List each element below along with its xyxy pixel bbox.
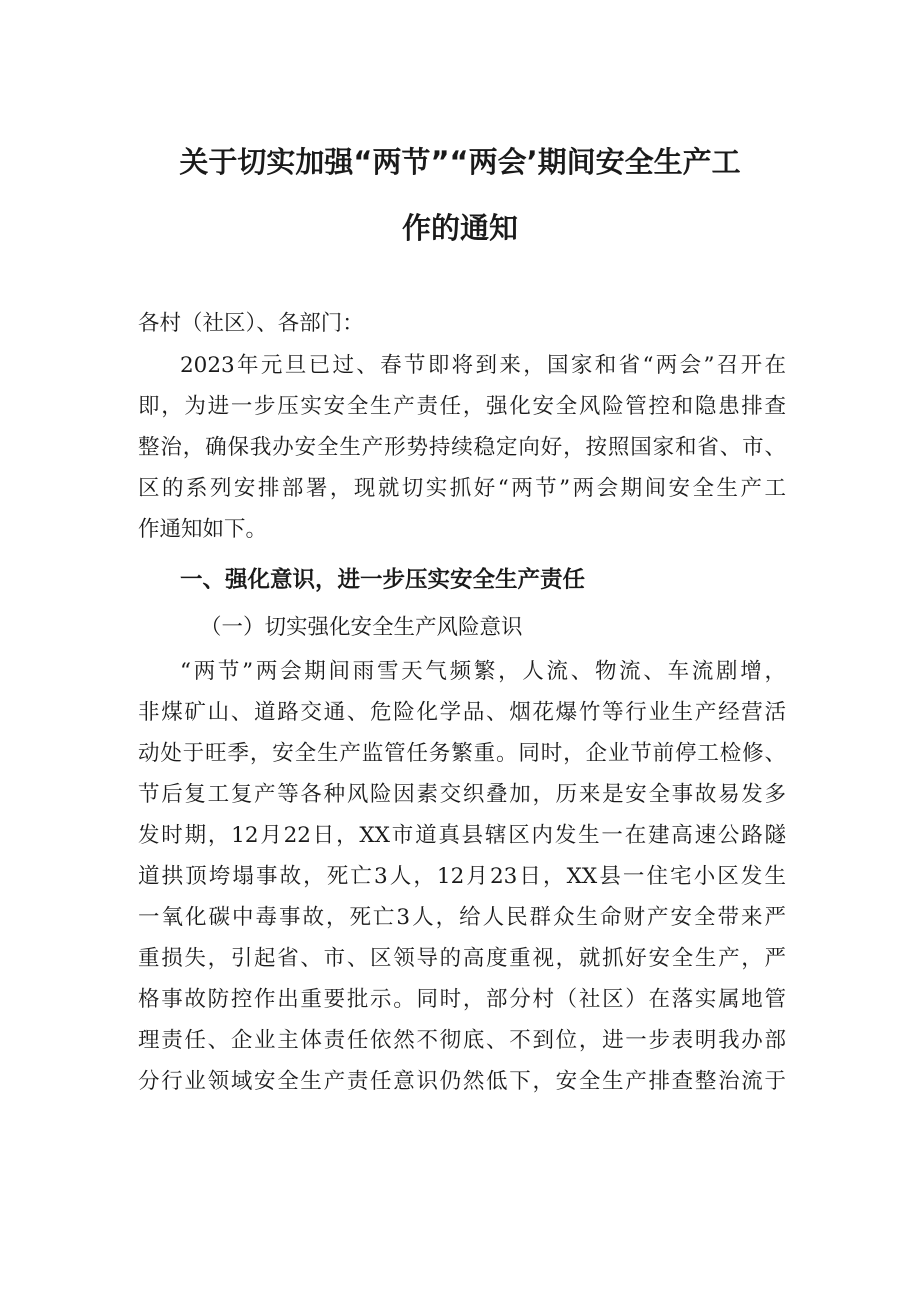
paragraph-line: 非煤矿山、道路交通、危险化学品、烟花爆竹等行业生产经营活 <box>138 700 786 725</box>
document-title-line-2: 作的通知 <box>401 211 518 245</box>
paragraph-line: 一氧化碳中毒事故，死亡3人，给人民群众生命财产安全带来严 <box>138 905 786 930</box>
paragraph-line: 重损失，引起省、市、区领导的高度重视，就抓好安全生产，严 <box>138 946 786 971</box>
paragraph-line: “两节”两会期间雨雪天气频繁，人流、物流、车流剧增， <box>180 659 786 684</box>
paragraph-line: 区的系列安排部署，现就切实抓好“两节”两会期间安全生产工 <box>138 476 786 501</box>
salutation: 各村（社区）、各部门： <box>138 311 364 336</box>
paragraph-line: 格事故防控作出重要批示。同时，部分村（社区）在落实属地管 <box>138 987 786 1012</box>
paragraph-line: 理责任、企业主体责任依然不彻底、不到位，进一步表明我办部 <box>138 1028 786 1053</box>
paragraph-line: 节后复工复产等各种风险因素交织叠加，历来是安全事故易发多 <box>138 782 786 807</box>
section-heading: 一、强化意识，进一步压实安全生产责任 <box>180 567 586 593</box>
paragraph-line: 道拱顶垮塌事故，死亡3人，12月23日，XX县一住宅小区发生 <box>138 864 786 889</box>
paragraph-line: 整治，确保我办安全生产形势持续稳定向好，按照国家和省、市、 <box>138 435 786 460</box>
subsection-heading: （一）切实强化安全生产风险意识 <box>200 615 523 640</box>
paragraph-line: 作通知如下。 <box>138 517 268 542</box>
paragraph-line: 发时期，12月22日，XX市道真县辖区内发生一在建高速公路隧 <box>138 823 786 848</box>
paragraph-line: 2023年元旦已过、春节即将到来，国家和省“两会”召开在 <box>180 353 786 378</box>
paragraph-line: 分行业领域安全生产责任意识仍然低下，安全生产排查整治流于 <box>138 1069 786 1094</box>
paragraph-line: 即，为进一步压实安全生产责任，强化安全风险管控和隐患排查 <box>138 394 786 419</box>
paragraph-line: 动处于旺季，安全生产监管任务繁重。同时，企业节前停工检修、 <box>138 741 786 766</box>
document-title-line-1: 关于切实加强“两节”“两会’期间安全生产工 <box>179 145 741 179</box>
